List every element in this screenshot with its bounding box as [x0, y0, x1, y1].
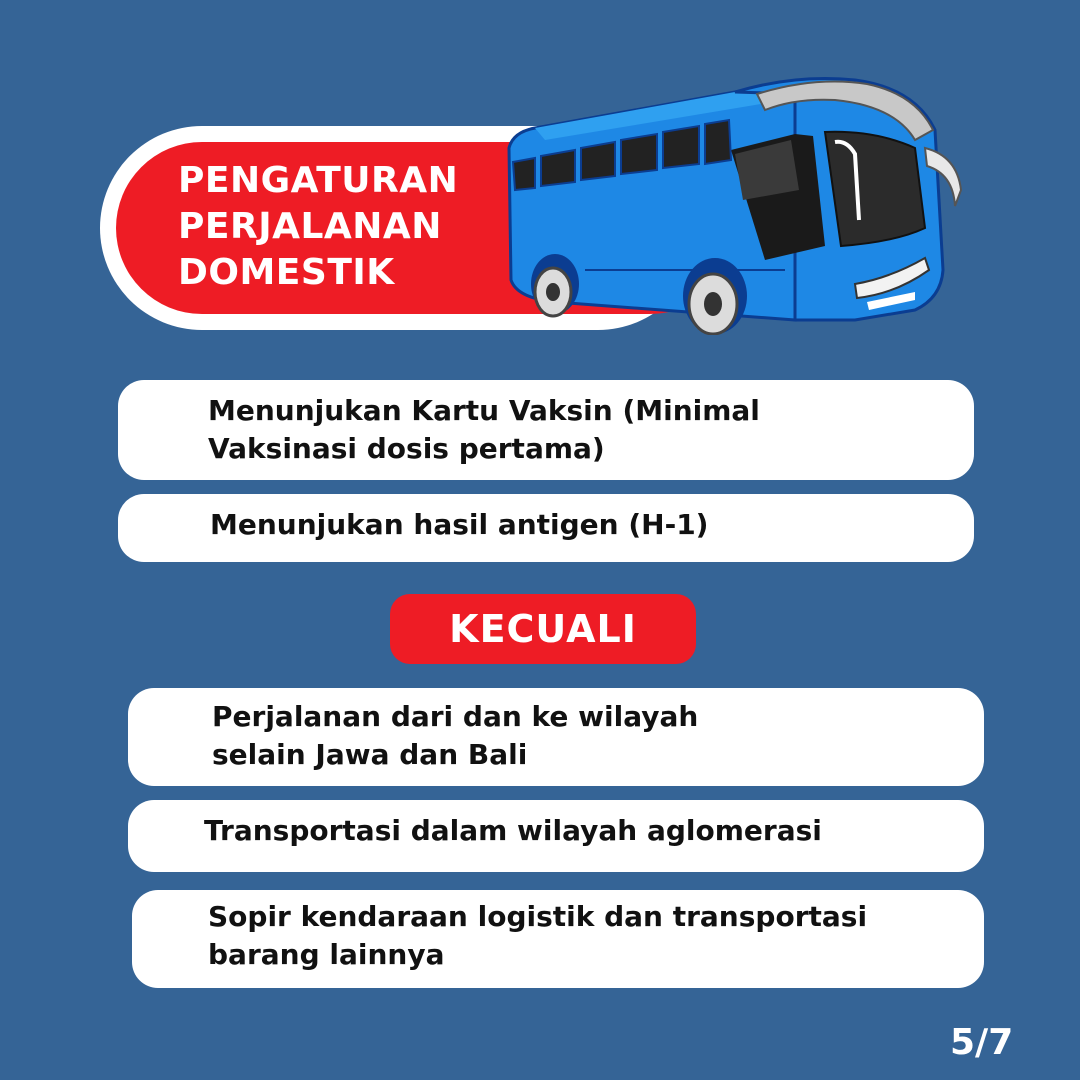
title-line-2: PERJALANAN [178, 206, 442, 247]
exception-card [128, 800, 984, 872]
requirement-line: Menunjukan hasil antigen (H-1) [210, 508, 709, 541]
bus-illustration [495, 70, 965, 335]
exception-line: Transportasi dalam wilayah aglomerasi [204, 814, 822, 847]
page-indicator: 5/7 [950, 1022, 1014, 1063]
page-title [178, 158, 458, 296]
exception-line: barang lainnya [208, 938, 445, 971]
exception-badge: KECUALI [390, 594, 696, 664]
exception-line: Sopir kendaraan logistik dan transportasi [208, 900, 868, 933]
exception-line: Perjalanan dari dan ke wilayah [212, 700, 699, 733]
requirement-line: Vaksinasi dosis pertama) [208, 432, 605, 465]
exception-line: selain Jawa dan Bali [212, 738, 528, 771]
requirement-card [118, 380, 974, 480]
title-line-3: DOMESTIK [178, 252, 395, 293]
requirement-line: Menunjukan Kartu Vaksin (Minimal [208, 394, 760, 427]
requirement-card [118, 494, 974, 562]
title-line-1: PENGATURAN [178, 160, 459, 201]
exception-card [132, 890, 984, 988]
exception-card [128, 688, 984, 786]
